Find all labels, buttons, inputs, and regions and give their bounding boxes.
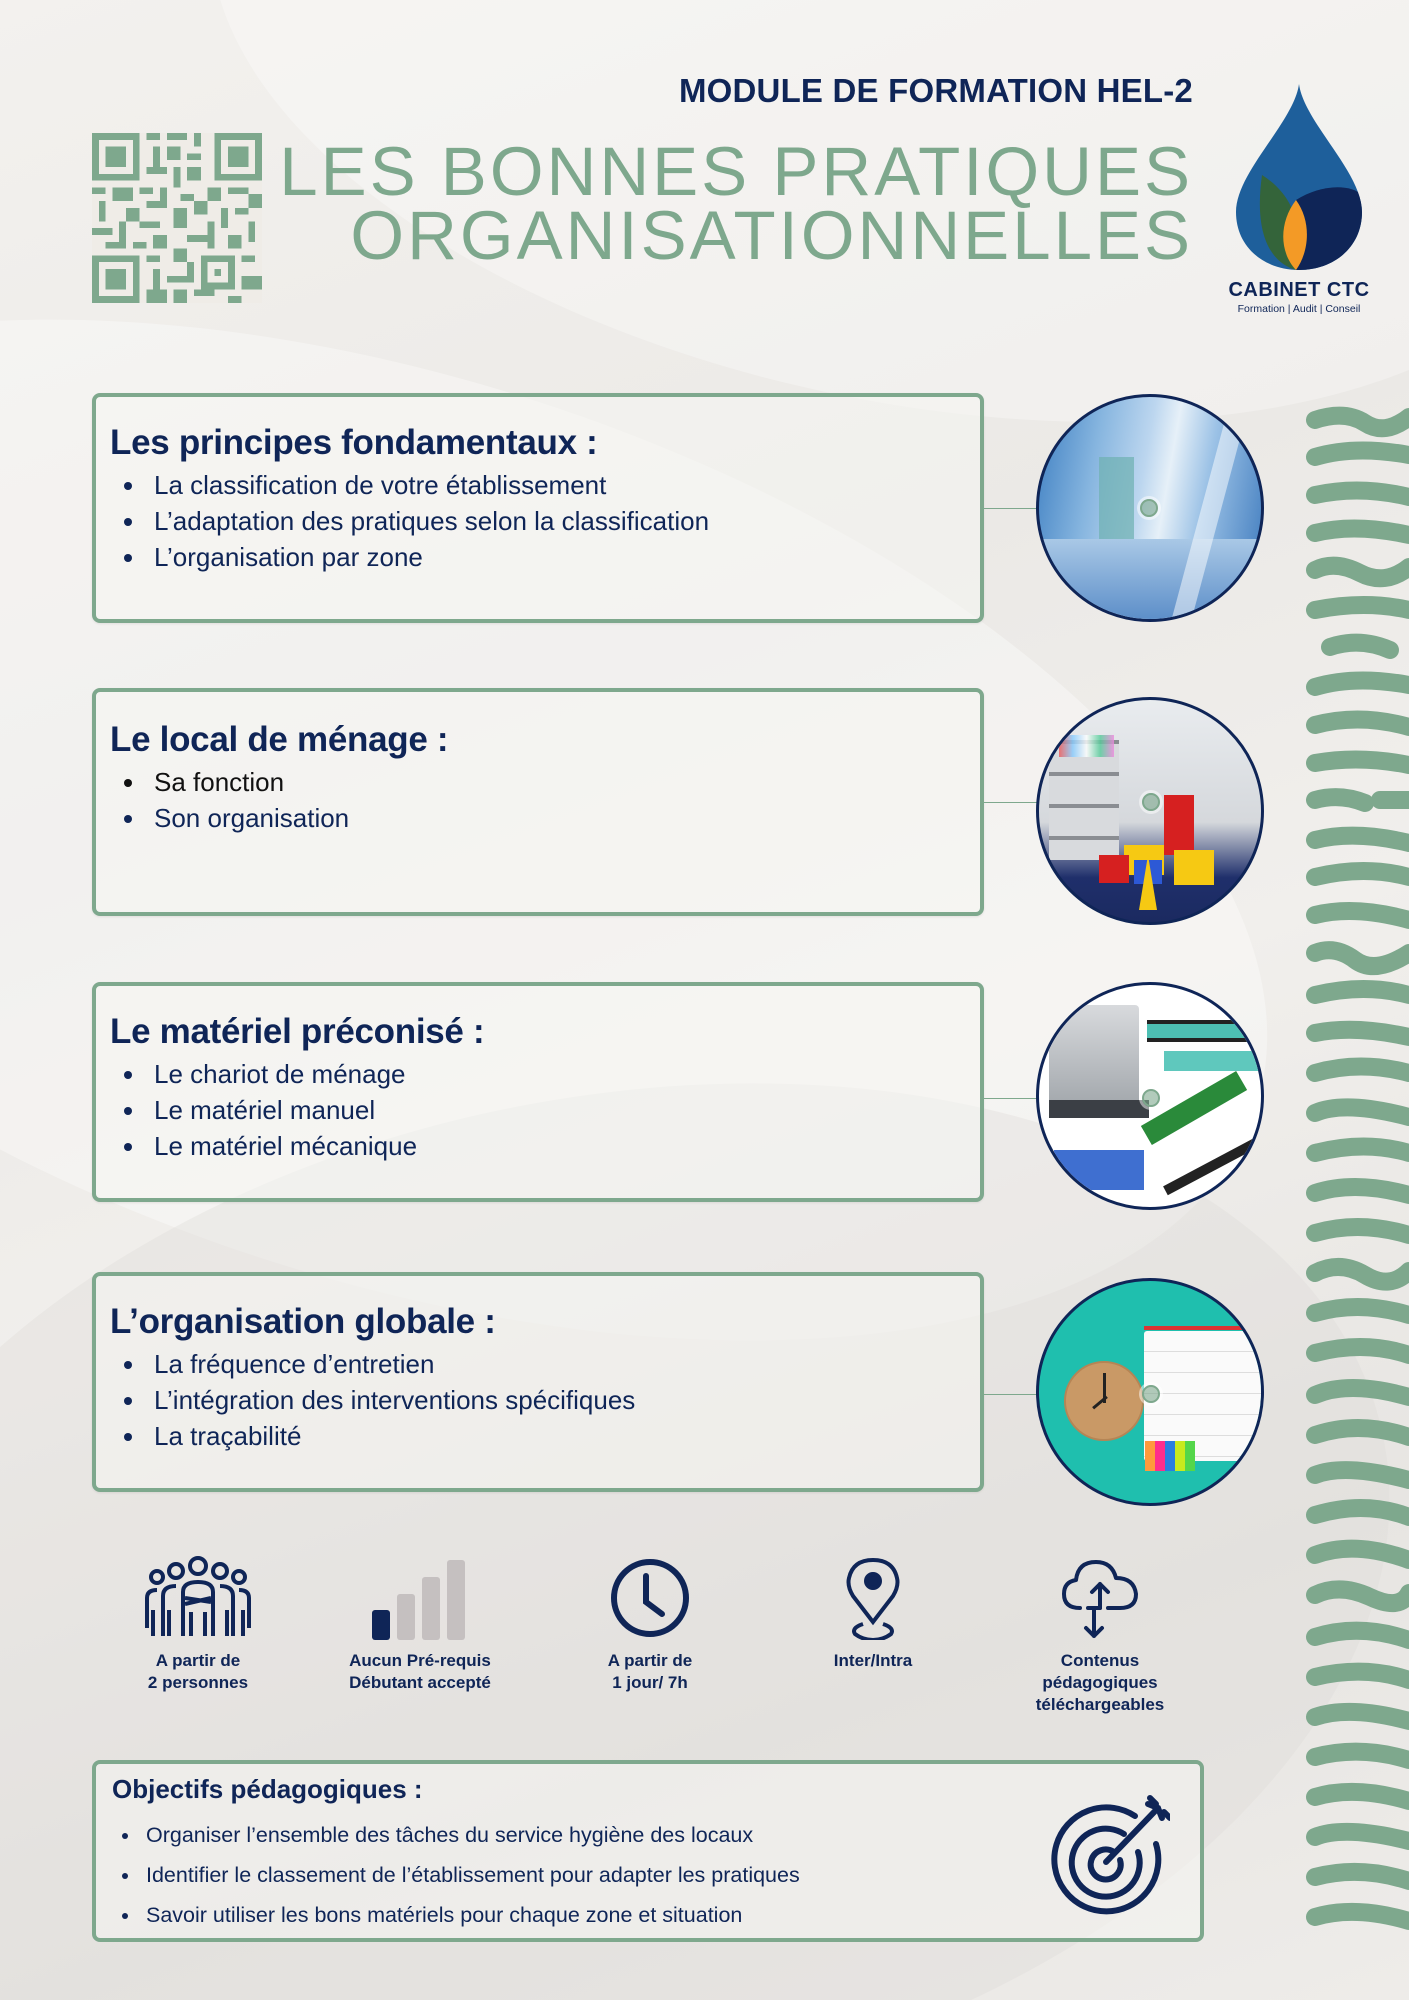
section-list — [110, 764, 980, 836]
list-item: La traçabilité — [110, 1418, 980, 1454]
section-title: Le matériel préconisé : — [110, 1012, 485, 1051]
objectives-card — [92, 1760, 1204, 1942]
section-list — [110, 1346, 980, 1454]
list-item: L’intégration des interventions spécifiques — [110, 1382, 980, 1418]
section-card-organisation — [92, 1272, 984, 1492]
qr-code[interactable] — [92, 133, 262, 303]
connector-dot — [1142, 1385, 1160, 1403]
level-bars-icon — [330, 1550, 510, 1640]
list-item: Le chariot de ménage — [110, 1056, 980, 1092]
section-list — [110, 467, 980, 575]
info-line-3: téléchargeables — [1035, 1695, 1165, 1714]
cloud-transfer-icon — [1010, 1550, 1190, 1640]
objective-item: Organiser l’ensemble des tâches du service hygiène des locaux — [112, 1815, 1184, 1855]
list-item: Son organisation — [110, 800, 980, 836]
group-icon — [128, 1550, 268, 1640]
list-item: Le matériel manuel — [110, 1092, 980, 1128]
list-item: Sa fonction — [110, 764, 980, 800]
section-title: L’organisation globale : — [110, 1302, 496, 1341]
connector-dot — [1142, 1089, 1160, 1107]
page-title — [279, 133, 1193, 274]
section-title: Le local de ménage : — [110, 720, 449, 759]
objectives-title: Objectifs pédagogiques : — [112, 1774, 423, 1804]
info-downloadable-content — [1010, 1550, 1190, 1716]
list-item: Le matériel mécanique — [110, 1128, 980, 1164]
list-item: L’adaptation des pratiques selon la classification — [110, 503, 980, 539]
objective-item: Identifier le classement de l’établissement pour adapter les pratiques — [112, 1855, 1184, 1895]
section-card-local-menage — [92, 688, 984, 916]
objectives-list — [112, 1815, 1184, 1935]
info-line-2: 1 jour/ 7h — [612, 1673, 688, 1692]
target-icon — [1050, 1794, 1170, 1918]
company-logo — [1214, 82, 1384, 315]
info-line-1: Inter/Intra — [833, 1651, 913, 1670]
connector-dot — [1140, 499, 1158, 517]
location-pin-icon — [803, 1550, 943, 1640]
list-item: L’organisation par zone — [110, 539, 980, 575]
fingerprint-decoration — [1305, 405, 1409, 1945]
cleaning-storage-room-image — [1036, 697, 1264, 925]
list-item: La fréquence d’entretien — [110, 1346, 980, 1382]
section-card-principes — [92, 393, 984, 623]
info-line-2: Débutant accepté — [349, 1673, 491, 1692]
list-item: La classification de votre établissement — [110, 467, 980, 503]
info-format — [803, 1550, 943, 1672]
brand-name: CABINET CTC — [1228, 279, 1370, 301]
section-list — [110, 1056, 980, 1164]
connector-dot — [1142, 793, 1160, 811]
module-title: MODULE DE FORMATION HEL-2 — [678, 72, 1193, 109]
info-line-1: A partir de — [155, 1651, 241, 1670]
title-line-2: ORGANISATIONNELLES — [350, 197, 1193, 274]
info-line-1: A partir de — [607, 1651, 693, 1670]
info-line-2: pédagogiques — [1042, 1673, 1158, 1692]
info-group-size — [128, 1550, 268, 1694]
objective-item: Savoir utiliser les bons matériels pour chaque zone et situation — [112, 1895, 1184, 1935]
info-line-1: Aucun Pré-requis — [349, 1651, 491, 1670]
info-duration — [580, 1550, 720, 1694]
info-line-1: Contenus — [1060, 1651, 1140, 1670]
section-title: Les principes fondamentaux : — [110, 423, 598, 462]
info-prerequisites — [330, 1550, 510, 1694]
info-line-2: 2 personnes — [147, 1673, 249, 1692]
title-line-1: LES BONNES PRATIQUES — [279, 133, 1193, 210]
section-card-materiel — [92, 982, 984, 1202]
clock-icon — [580, 1550, 720, 1640]
brand-tagline: Formation | Audit | Conseil — [1237, 303, 1361, 315]
water-drop-logo-icon — [1234, 82, 1364, 272]
